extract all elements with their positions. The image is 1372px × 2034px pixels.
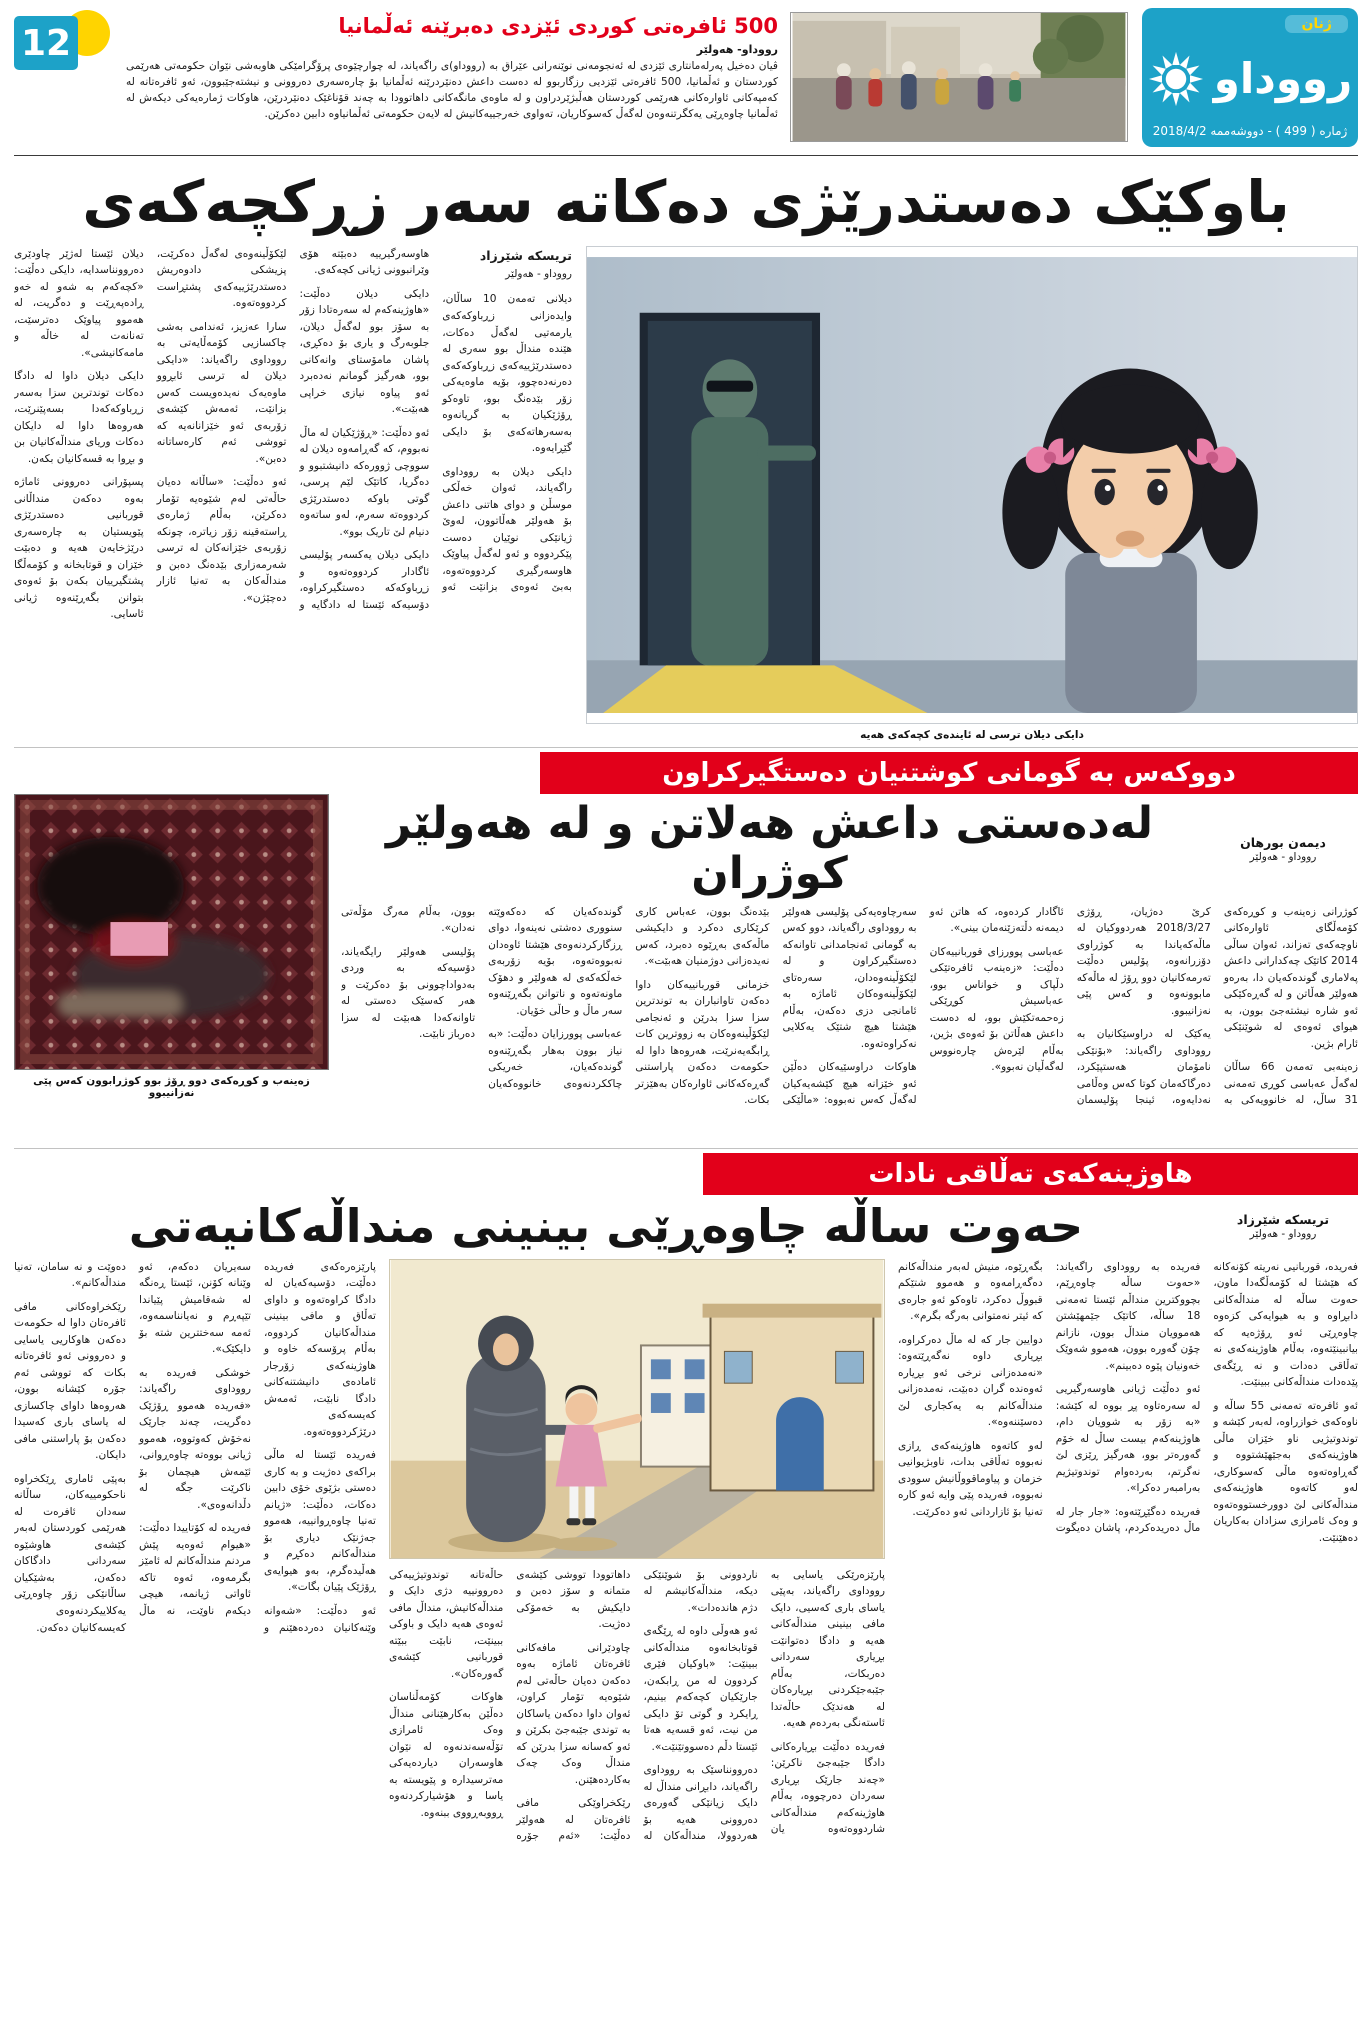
article2-byline xyxy=(1208,835,1358,863)
article3-headline: حەوت ساڵە چاوەڕێی بینینی منداڵەکانیەتی xyxy=(128,1198,1084,1253)
body-paragraph: ئەو دەڵێت ژیانی هاوسەرگیریی لە سەرەتاوە پڕ بووە لە کێشە: «بە زۆر بە شوویان دام، هاوژینەکەم بیست ساڵ لە خۆم گەورەتر بوو، هەرگیز ڕێزی لێ نەگرتم، بەردەوام توندوتیژیم بەرامبەر دەکرا». xyxy=(1055,1383,1201,1495)
body-paragraph: فەریدە دەگێڕێتەوە: «جار جار لە ماڵ دەریدەکردم، پاشان دەیگوت بگەڕێوە، منیش لەبەر منداڵەکانم دەگەڕامەوە و هەموو شتێکم قبووڵ دەکرد، تاوەکو ئەو جارەی کە ئیتر نەمتوانی بەرگە بگرم». xyxy=(898,1260,1201,1535)
strip-street-photo xyxy=(790,12,1128,142)
censor-block xyxy=(110,922,168,956)
body-paragraph: عەباسی پوورزایان دەڵێت: «بە نیاز بوون بەهار بگەڕێنەوە گوندەکەیان، خەریکی چاککردنەوەی خانووەکەیان بوون، بەڵام مەرگ مۆڵەتی نەدان». xyxy=(341,905,623,1090)
sunburst-icon xyxy=(1148,51,1204,107)
byline-name: تریسکە شێرزاد xyxy=(479,247,572,263)
body-paragraph: لەو کاتەوە هاوژینەکەی ڕازی نەبووە تەڵاقی بدات، ناوبژیوانیی خزمان و پیاوماقووڵانیش سوودی نەبووە، فەریدە پێی وایە ئەو کارە تەنیا بۆ ئازاردانی ئەو دەکرێت. xyxy=(898,1439,1043,1518)
body-paragraph: سارا عەزیز، ئەندامی بەشی چاکسازیی کۆمەڵایەتی بە رووداوی راگەیاند: «دایکی دیلان لە ترسی ئابڕوو ماوەیەک نەیدەویست کەس بزانێت، ئەمەش کێشەی زۆربەی ئەو خێزانانەیە کە تووشی ئەم کارەساتانە دەبن». xyxy=(156,320,287,465)
body-paragraph: دیلان ئێستا لەژێر چاودێری دەروونناسدایە، دایکی دەڵێت: «کچەکەم بە شەو لە خەو ڕادەپەڕێت و دەگریت، لە هەموو پیاوێک دەترسێت، تەنانەت لە خاڵە و مامەکانیشی». xyxy=(14,247,144,359)
article3-columns-right xyxy=(898,1259,1358,2034)
crime-scene-photo xyxy=(14,794,329,1070)
body-paragraph: فەریدە بە رووداوی راگەیاند: «حەوت ساڵە چاوەڕێم، بچووکترین منداڵم ئێستا تەمەنی 18 ساڵە، کاتێک جێمهێشتن هەموویان منداڵ بوون، نازانم چۆن گەورە بوون، هەموو شەوێک خەونیان پێوە دەبینم». xyxy=(1055,1260,1201,1372)
body-paragraph: ئەو هەوڵی داوە لە ڕێگەی قوتابخانەوە منداڵەکانی ببینێت: «باوکیان فێری کردوون لە من ڕابکەن، جارێکیان کچەکەم بینیم، ڕایکرد و گوتی تۆ دایکی من نیت، ئەو قسەیە هەتا ئێستا دڵم دەسووتێنێت». xyxy=(643,1625,758,1753)
body-paragraph: رێکخراوێکی مافی ئافرەتان لە هەولێر دەڵێت: «ئەم جۆرە حاڵەتانە توندوتیژییەکی دەروونییە دژی دایک و منداڵەکانیش، منداڵ مافی ئەوەی هەیە دایک و باوکی ببینێت، نابێت ببێتە قوربانیی کێشەی گەورەکان». xyxy=(389,1568,631,1843)
article3-kicker-banner: هاوژینەکەی تەڵاقی نادات xyxy=(703,1153,1358,1195)
body-paragraph: هاوکات دراوسێیەکان دەڵێن ئەو خێزانە هیچ کێشەیەکیان لەگەڵ کەس نەبووە: «ماڵێکی بێدەنگ بوون، عەباس کاری کرێکاری دەکرد و دایکیشی ماڵەکەی بەڕێوە دەبرد، کەس نەیدەزانی دوژمنیان هەبێت». xyxy=(635,905,917,1107)
byline-agency: رووداو - هەولێر xyxy=(1249,851,1317,864)
rudaw-logo xyxy=(1148,51,1352,107)
issue-dateline: ژمارە ( 499 ) - دووشەممە 2018/4/2 xyxy=(1152,124,1348,138)
body-paragraph: گوندەکەیان کە دەکەوێتە سنووری دەشتی نەینەوا، دوای ڕزگارکردنەوەی هێشتا ئاوەدان نەبووەتەوە، بۆیە زۆربەی خەڵکەکەی لە هەولێر و دهۆک ماونەتەوە و ناتوانن بگەڕێنەوە سەر ماڵ و حاڵی خۆیان. xyxy=(488,905,623,1017)
article2-columns xyxy=(341,904,1358,1142)
page-number: 12 xyxy=(14,16,78,70)
article-2 xyxy=(14,752,1358,1142)
body-paragraph: دیلانی تەمەن 10 ساڵان، وایدەزانی زڕباوکەکەی یارمەتیی لەگەڵ دەکات، هێندە منداڵ بوو سەری لە دەستدرێژییەکەی زڕباوکەکەی دەرنەدەچوو، بۆیە ماوەیەکی زۆر بێدەنگ بوو، تاوەکو ڕۆژێکیان بە گریانەوە بەسەرهاتەکەی بۆ دایکی گێڕایەوە. xyxy=(442,293,572,455)
article-1 xyxy=(14,168,1358,741)
page-number-area xyxy=(14,8,108,147)
article-3 xyxy=(14,1153,1358,2034)
body-paragraph: فەریدە لە کۆتاییدا دەڵێت: «هیوام ئەوەیە پێش مردنم منداڵەکانم لە ئامێز بگرمەوە، ئەوە تاکە ئاواتی ژیانمە، هیچی دیکەم ناوێت، نە ماڵ دەوێت و نە سامان، تەنیا منداڵەکانم». xyxy=(14,1260,251,1617)
article2-caption: زەینەب و کوڕەکەی دوو ڕۆژ بوو کوژرابوون کەس پێی نەزانیبوو xyxy=(33,1074,310,1099)
page-header xyxy=(14,8,1358,156)
body-paragraph: ئەو دەڵێت: «شەوانە وێنەکانیان دەردەهێنم و سەیریان دەکەم، ئەو وێنانە کۆنن، ئێستا ڕەنگە لە شەقامیش پێیاندا تێپەڕم و نەیانناسمەوە، ئەمە سەختترین شتە بۆ دایکێک». xyxy=(139,1260,376,1634)
byline-agency: رووداو - هەولێر xyxy=(1249,1228,1317,1241)
body-paragraph: رێکخراوەکانی مافی ئافرەتان داوا لە حکومەت دەکەن هاوکاریی یاسایی و دەروونی ئەو ئافرەتانە بکات کە تووشی ئەم جۆرە کێشانە بوون، هەروەها داوای چاکسازی لە یاسای باری کەسیدا دەکەن بۆ پاراستنی مافی دایکان. xyxy=(14,1300,126,1462)
article1-headline: باوکێک دەستدرێژی دەکاتە سەر زڕکچەکەی xyxy=(82,168,1290,236)
article1-columns xyxy=(14,246,572,741)
body-paragraph: ئەو دەڵێت: «ڕۆژێکیان لە ماڵ نەبووم، کە گەڕامەوە دیلان لە سووچی ژوورەکە دانیشتبوو و دەگریا، کاتێک لێم پرسی، گوتی باوکە دەستدرێژی کردووەتە سەرم، لەو ساتەوە دنیام لێ تاریک بوو». xyxy=(299,426,430,538)
body-paragraph: هاوکات کۆمەڵناسان دەڵێن بەکارهێنانی منداڵ وەک ئامرازی تۆڵەسەندنەوە لە نێوان هاوسەران دیاردەیەکی مەترسیدارە و پێویستە بە یاسا و هۆشیارکردنەوە ڕووبەڕووی ببنەوە. xyxy=(389,1691,504,1819)
article2-kicker-banner: دووکەس بە گومانی کوشتنیان دەستگیرکراون xyxy=(540,752,1358,794)
body-paragraph: فەریدە ئێستا لە ماڵی براکەی دەژیت و بە کاری دەستی بژێوی خۆی دابین دەکات، دەڵێت: «ژیانم تەنیا چاوەڕوانییە، هەموو جەژنێک دیاری بۆ منداڵەکانم دەکڕم و هەڵیدەگرم، بەو هیوایەی ڕۆژێک پێیان بگات». xyxy=(264,1449,376,1594)
body-paragraph: دایکی دیلان بە رووداوی راگەیاند، ئەوان خەڵکی موسڵن و دوای هاتنی داعش بۆ هەولێر هەڵاتوون، لەوێ ژیانێکی نوێیان دەست پێکردووە و ئەو لەگەڵ پیاوێک هاوسەرگیری کردووەتەوە، بەبێ ئەوەی بزانێت ئەو هاوسەرگیرییە دەبێتە هۆی وێرانبوونی ژیانی کچەکەی. xyxy=(299,247,572,594)
body-paragraph: چاودێرانی مافەکانی ئافرەتان ئاماژە بەوە دەکەن دەیان حاڵەتی لەم شێوەیە تۆمار کراون، ئەوان داوا دەکەن یاساکان بە توندی جێبەجێ بکرێن و ئەو کەسانە سزا بدرێن کە منداڵ وەک چەک بەکاردەهێنن. xyxy=(516,1641,631,1786)
article3-columns-mid xyxy=(389,1567,885,2034)
strip-byline: رووداو- هەولێر xyxy=(696,43,778,57)
byline-agency: رووداو - هەولێر xyxy=(505,268,572,281)
body-paragraph: سەرچاوەیەکی پۆلیسی هەولێر بە رووداوی راگەیاند، دوو کەس بە گومانی ئەنجامدانی تاوانەکە دەستگیرکراون و لە لێکۆڵینەوەدان، سەرەتای لێکۆڵینەوەکان ئاماژە بە ئامانجی دزی دەکەن، بەڵام هێشتا هیچ شتێک یەکلایی نەکراوەتەوە. xyxy=(782,905,917,1050)
top-news-strip xyxy=(118,8,1132,147)
body-paragraph: پارێزەرێکی یاسایی بە رووداوی راگەیاند، بەپێی یاسای باری کەسیی، دایک مافی بینینی منداڵەکانی هەیە و دادگا دەتوانێت بڕیاری سەردانی دەربکات، بەڵام جێبەجێکردنی بڕیارەکان لە هەندێک حاڵەتدا ئاستەنگی بەردەم هەیە. xyxy=(770,1568,885,1730)
body-paragraph: دایکی دیلان یەکسەر پۆلیسی ئاگادار کردووەتەوە و زڕباوکەکە دەستگیرکراوە، دۆسیەکە ئێستا لە دادگایە و لێکۆڵینەوەی لەگەڵ دەکرێت، پزیشکی دادوەریش دەستدرێژییەکەی پشتڕاست کردووەتەوە. xyxy=(156,247,430,611)
byline-name: دیمەن بورهان xyxy=(1240,835,1326,851)
article2-figure xyxy=(14,794,329,1142)
body-paragraph: زەینەبی تەمەن 66 ساڵان لەگەڵ عەباسی کوڕی تەمەنی 31 ساڵ، لە خانوویەکی بە کرێ دەژیان، ڕۆژی 2018/3/27 هەردووکیان لە ماڵەکەیاندا بە کوژراوی دۆزرانەوە، پۆلیس دەڵێت تەرمەکانیان دوو ڕۆژ لە ماڵەکە مابوونەوە و کەس پێی نەزانیبوو. xyxy=(1076,905,1358,1107)
girl-and-stepfather-illustration xyxy=(586,246,1358,724)
body-paragraph: کوژرانی زەینەب و کوڕەکەی کۆمەڵگای ئاوارەکانی ناوچەکەی تەزاند، ئەوان ساڵی 2014 کاتێک چەکدارانی داعش پەلاماری گوندەکەیان دا، بەرەو هەولێر هەڵاتن و لە گەڕەکێکی ئەو شارە نیشتەجێ بوون، بە هیوای ئەوەی لە شوێنێکی ئارام بژین. xyxy=(1223,905,1358,1050)
body-paragraph: دەروونناسێک بە رووداوی راگەیاند، دابڕانی منداڵ لە دایک زیانێکی گەورەی دەروونی هەیە بۆ هەردوولا، منداڵەکان لە داهاتوودا تووشی کێشەی متمانە و سۆز دەبن و دایکیش بە خەمۆکی دەژیت. xyxy=(516,1568,758,1843)
body-paragraph: بەپێی ئاماری ڕێکخراوە ناحکومییەکان، ساڵانە سەدان ئافرەت لە هەرێمی کوردستان لەبەر کێشەی هاوشێوە سەردانی دادگاکان دەکەن، بەشێکیان ساڵانێکی زۆر چاوەڕێی یەکلاییکردنەوەی کەیسەکانیان دەکەن. xyxy=(14,1472,126,1634)
body-paragraph: خزمانی قوربانییەکان داوا دەکەن تاوانباران بە توندترین سزا سزا بدرێن و ئەنجامی لێکۆڵینەوەکان بە زووترین کات ڕابگەیەنرێت، هەروەها داوا لە حکومەت دەکەن پاراستنی گەڕەکەکانی ئاوارەکان بەهێزتر بکات. xyxy=(635,978,770,1107)
street-scene-illustration xyxy=(791,13,1127,141)
body-paragraph: دایکی دیلان داوا لە دادگا دەکات توندترین سزا بەسەر زڕباوکەکەدا بسەپێنرێت، هەروەها داوا لە دایکان دەکات وریای منداڵەکانیان بن و بڕوا بە قسەکانیان بکەن. xyxy=(14,370,144,465)
section-divider xyxy=(14,747,1358,748)
article1-byline xyxy=(442,246,572,283)
section-tag: ژنان xyxy=(1285,15,1348,33)
body-paragraph: ئەو ئافرەتە تەمەنی 55 ساڵە و ناوەکەی خوازراوە، لەبەر کێشە و توندوتیژیی ناو خێزان ماڵی هاوژینەکەی بەجێهێشتووە و گەڕاوەتەوە ماڵی کەسوکاری، لەو کاتەوە هاوژینەکەی منداڵەکانی لێ دوورخستووەتەوە و وەک ئامرازی سزادان بەکاریان دەهێنێت. xyxy=(1213,1399,1358,1544)
byline-name: تریسکە شێرزاد xyxy=(1236,1212,1330,1228)
article1-caption: دایکی دیلان ترسی لە ئایندەی کچەکەی هەیە xyxy=(860,728,1084,741)
article3-figure xyxy=(389,1259,885,1559)
body-paragraph: فەریدە، قوربانیی نەریتە کۆنەکانە کە هێشتا لە کۆمەڵگەدا ماون، حەوت ساڵە لە منداڵەکانی دابڕاوە و بە هیوایەکی کزەوە چاوەڕێی ئەو ڕۆژەیە کە بیانبینێتەوە، بەڵام هاوژینەکەی نە تەڵاقی دەدات و نە ڕێگەی پێدەدات منداڵەکانی ببینێت. xyxy=(1213,1260,1358,1389)
strip-text xyxy=(126,12,778,147)
body-paragraph: دایکی دیلان دەڵێت: «هاوژینەکەم لە سەرەتادا زۆر بە سۆز بوو لەگەڵ دیلان، جلوبەرگ و یاری بۆ دەکڕی، پاشان مامۆستای وانەکانی بوو، هەرگیز گومانم نەدەبرد ئەو پیاوە نیازی خراپی هەبێت». xyxy=(299,287,430,416)
section-divider xyxy=(14,1148,1358,1149)
article2-headrow xyxy=(341,794,1358,904)
body-paragraph: دوایین جار کە لە ماڵ دەرکراوە، بڕیاری داوە نەگەڕێتەوە: «نەمدەزانی نرخی ئەو بڕیارە ئەوەندە گران دەبێت، نەمدەزانی منداڵەکانم بە یەکجاری لێ دەسێننەوە». xyxy=(898,1333,1043,1429)
mother-and-child-illustration xyxy=(389,1259,885,1559)
masthead xyxy=(1142,8,1358,147)
body-paragraph: یەکێک لە دراوسێکانیان بە رووداوی راگەیاند: «بۆنێکی نامۆمان هەستپێکرد، دەرگاکەمان کوتا کەس وەڵامی نەدایەوە، ئینجا پۆلیسمان ئاگادار کردەوە، کە هاتن ئەو دیمەنە دڵتەزێنەمان بینی». xyxy=(929,905,1211,1107)
article3-byline xyxy=(1208,1212,1358,1240)
body-paragraph: عەباسی پوورزای قوربانییەکان دەڵێت: «زەینەب ئافرەتێکی دڵپاک و خواناس بوو، عەباسیش کوڕێکی زەحمەتکێش بوو، لە دەست داعش هەڵاتن بۆ ئەوەی بژین، بەڵام لێرەش چارەنووس لەگەڵیان نەبوو». xyxy=(929,945,1064,1074)
brand-title: رووداو xyxy=(1213,53,1353,103)
body-paragraph: پسپۆرانی دەروونی ئاماژە بەوە دەکەن منداڵانی قوربانیی دەستدرێژی پێویستیان بە چارەسەری درێژخایەن هەیە و دەبێت خێزان و قوتابخانە و کۆمەڵگا پشتگیرییان بکەن بۆ ئەوەی بتوانن بگەڕێنەوە ژیانی ئاسایی. xyxy=(14,476,144,621)
strip-body: ڤیان دەخیل پەرلەمانتاری ئێزدی لە ئەنجومەنی نوێنەرانی عێراق بە (رووداو)ی راگەیاند، لە چوارچێوەی پرۆگرامێکی هاوبەشی نێوان حکومەتی هەرێمی کوردستان و ئەڵمانیا، 500 ئافرەتی ئێزدیی رزگاربوو لە دەست داعش دەنێردرێنە ئەڵمانیا بۆ چارەسەری دەروونی و نیشتەجێبوون، ئەو ئافرەتانە لە کەمپەکانی ئاوارەکانی هەرێمی کوردستان هەڵبژێردراون و لە ماوەی مانگەکانی داهاتوودا بە چەند قۆناغێک دەنێردرێن، هاوکات ژمارەیەکی دیکەش لە ئەڵمانیا چاوەڕێی یەکگرتنەوەن لەگەڵ کەسوکاریان، تەواوی خەرجییەکانیش لە لایەن حکومەتی ئەڵمانیاوە دابین دەکرێن. xyxy=(126,60,778,120)
article3-headrow xyxy=(14,1195,1358,1257)
article1-figure xyxy=(586,246,1358,741)
body-paragraph: خوشکی فەریدە بە رووداوی راگەیاند: «فەریدە هەموو ڕۆژێک دەگریت، چەند جارێک نەخۆش کەوتووە، هەموو ژیانی بووەتە چاوەڕوانی، ئێمەش هیچمان بۆ ناکرێت جگە لە دڵدانەوەی». xyxy=(139,1366,251,1511)
body-paragraph: پارێزەرەکەی فەریدە دەڵێت، دۆسیەکەیان لە دادگا کراوەتەوە و داوای تەڵاق و مافی بینینی منداڵەکانیان کردووە، بەڵام پرۆسەکە خاوە و هاوژینەکەی زۆرجار ئامادەی دانیشتنەکانی دادگا نابێت، ئەمەش کەیسەکەی درێژکردووەتەوە. xyxy=(264,1260,376,1438)
article3-columns-left xyxy=(14,1259,376,2034)
strip-headline: 500 ئافرەتی کوردی ئێزدی دەبرێنە ئەڵمانیا xyxy=(338,14,778,38)
article2-headline: لەدەستی داعش هەلاتن و لە هەولێر کوژران xyxy=(385,797,1154,900)
body-paragraph: ئەو دەڵێت: «ساڵانە دەیان حاڵەتی لەم شێوەیە تۆمار دەکرێن، بەڵام ژمارەی ڕاستەقینە زۆر زیاترە، چونکە زۆربەی خێزانەکان لە ترسی شەرمەزاری بێدەنگ دەبن و منداڵەکان بە تەنیا ئازار دەچێژن». xyxy=(156,476,287,604)
body-paragraph: پۆلیسی هەولێر رایگەیاند، دۆسیەکە بە وردی بەدواداچوونی بۆ دەکرێت و هەر کەسێک دەستی لە تاوانەکەدا هەبێت لە سزا دەرباز نابێت. xyxy=(341,945,476,1041)
body-paragraph: فەریدە دەڵێت بڕیارەکانی دادگا جێبەجێ ناکرێن: «چەند جارێک بڕیاری سەردان دەرچووە، بەڵام هاوژینەکەم منداڵەکانی شاردووەتەوە یان ناردوونی بۆ شوێنێکی دیکە، منداڵەکانیشم لە دژم هاندەدات». xyxy=(643,1568,885,1836)
